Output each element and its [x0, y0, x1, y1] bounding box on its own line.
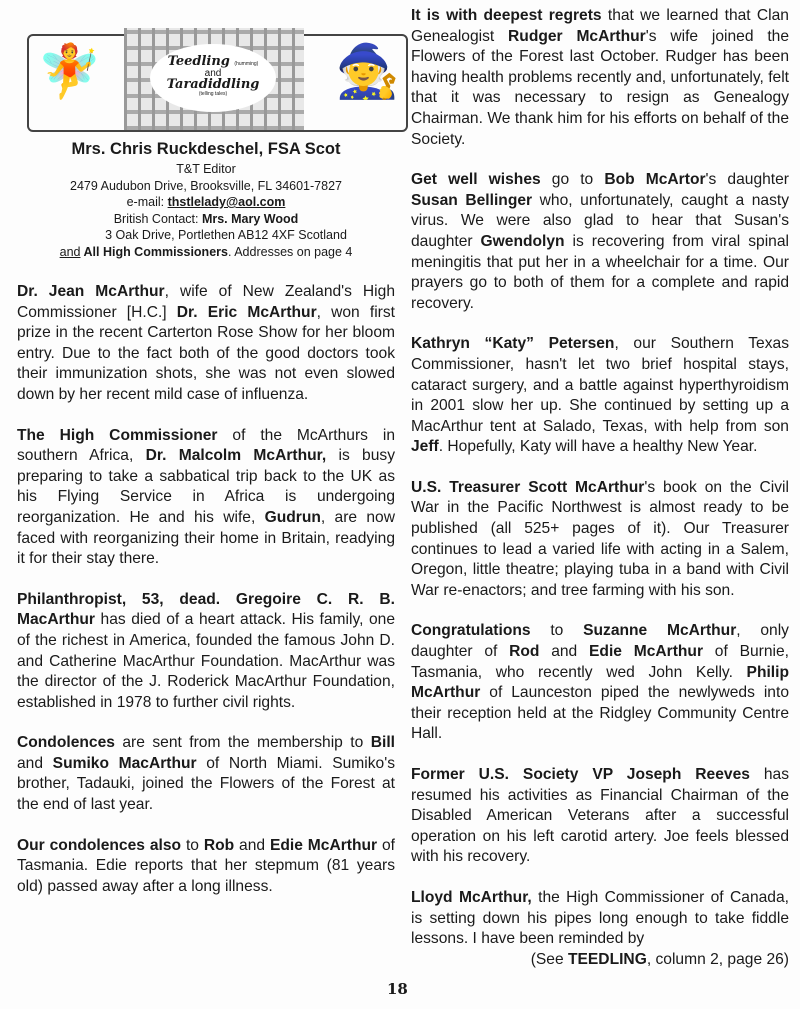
- news-item: [17, 733, 395, 815]
- bold-name: Philip McArthur: [411, 663, 789, 702]
- subtitle-telling-tales: (telling tales): [198, 91, 228, 97]
- british-contact-name: Mrs. Mary Wood: [201, 211, 299, 226]
- text-run: is recovering from viral spinal meningitis that put her in a wheelchair for a time. Our prayers go to both of them for a complete and rapid recovery.: [411, 232, 789, 312]
- bold-name: The High Commissioner: [17, 426, 218, 444]
- continuation-note: [411, 950, 789, 971]
- bold-name: Dr. Jean McArthur: [17, 283, 165, 300]
- bold-name: Edie McArthur: [269, 836, 378, 854]
- bold-name: Dr. Eric McArthur: [176, 303, 317, 321]
- text-run: , won first prize in the recent Carterton Rose Show for her bloom entry. Due to the fact both of the good doctors took their immunization shots, she was not even slowed down by her recent mild case of influenza.: [17, 303, 395, 403]
- text-run: of North Miami. Sumiko's brother, Tadauki, joined the Flowers of the Forest at the end of last year.: [17, 754, 396, 814]
- bold-name: Rob: [203, 836, 235, 854]
- text-run: and: [539, 643, 590, 661]
- bold-name: U.S. Treasurer Scott McArthur: [411, 478, 645, 496]
- text-run: , only daughter of: [411, 622, 789, 661]
- bold-name: Jeff: [411, 438, 439, 456]
- news-item: [411, 888, 789, 950]
- bold-name: Former U.S. Society VP Joseph Reeves: [411, 766, 750, 783]
- masthead-banner: [17, 14, 400, 119]
- text-run: who, unfortunately, caught a nasty virus. We were also glad to hear that Susan's daughter: [411, 191, 789, 250]
- text-run: , our Southern Texas Commissioner, hasn't let two brief hospital stays, cataract surgery, and a battle against hyperthyroidism in 2001 slow her up. She continued by setting up a MacArthur tent at Salado, Texas, with help from son: [411, 335, 789, 435]
- title-and: and: [204, 68, 222, 79]
- masthead-title: [150, 44, 276, 112]
- text-run: of Burnie, Tasmania, who recently wed John Kelly.: [411, 643, 789, 681]
- text-run: of the McArthurs in southern Africa,: [17, 426, 395, 465]
- text-run: 's book on the Civil War in the Pacific Northwest is almost ready to be published (all 525+ pages of it). Our Treasurer continues to lead a varied life with acting in a Salem, Oregon, little theatre; playing tuba in a band with Civil War re-enactors; and tree farming with his son.: [411, 478, 789, 599]
- text-run: has resumed his activities as Financial Chairman of the Disabled American Veterans after a successful operation on his left carotid artery. Joe feels blessed with his recovery.: [411, 766, 789, 866]
- bold-name: Rudger McArthur: [508, 27, 646, 45]
- title-teedling: Teedling: [167, 54, 230, 69]
- right-articles: [411, 6, 789, 950]
- cartoon-fairy-icon: 🧚: [37, 43, 102, 101]
- page-number: 18: [387, 980, 408, 998]
- bold-name: Kathryn “Katy” Petersen: [411, 335, 615, 353]
- left-column: [17, 0, 400, 917]
- news-item: [17, 590, 395, 714]
- text-run: is busy preparing to take a sabbatical trip back to the UK as his Flying Service in Africa is undergoing reorganization. He and his wife,: [17, 447, 396, 526]
- editor-address: 2479 Audubon Drive, Brooksville, FL 34601-7827: [70, 178, 342, 193]
- title-taradiddling: Taradiddling: [166, 77, 260, 92]
- bold-name: Congratulations: [411, 622, 531, 640]
- bold-name: Sumiko MacArthur: [52, 754, 197, 772]
- news-item: [17, 426, 395, 570]
- news-item: [411, 765, 789, 868]
- right-column: [411, 6, 789, 990]
- text-run: go to: [540, 171, 605, 189]
- bold-name: Bob McArtor: [604, 171, 706, 189]
- bold-name: Dr. Malcolm McArthur,: [145, 447, 327, 465]
- text-run: the High Commissioner of Canada, is setting down his pipes long enough to take fiddle lessons. I have been reminded by: [411, 888, 789, 948]
- text-run: . Hopefully, Katy will have a healthy New Year.: [438, 438, 758, 456]
- bold-name: Edie McArthur: [589, 643, 704, 661]
- text-run: and: [234, 836, 270, 854]
- bold-name: Gwendolyn: [480, 232, 565, 250]
- text-run: to: [530, 622, 584, 640]
- text-run: , are now faced with reorganizing their home in Britain, readying it for their stay there.: [17, 508, 395, 568]
- news-item: [17, 282, 395, 406]
- bold-name: It is with deepest regrets: [411, 7, 602, 24]
- text-run: , wife of New Zealand's High Commissioner [H.C.]: [17, 283, 395, 321]
- bold-name: Condolences: [17, 734, 115, 752]
- commissioners-text: All High Commissioners: [80, 244, 228, 259]
- news-item: [411, 334, 789, 458]
- news-item: [411, 6, 789, 150]
- email-label: e-mail:: [126, 195, 168, 209]
- bold-name: Bill: [370, 734, 395, 752]
- text-run: (See: [530, 950, 568, 968]
- news-item: [411, 170, 789, 314]
- text-run: 's daughter: [705, 171, 789, 189]
- bold-name: Susan Bellinger: [411, 191, 533, 209]
- and-text: and: [59, 244, 81, 259]
- bold-name: Lloyd McArthur,: [411, 888, 532, 906]
- editor-role: T&T Editor: [176, 162, 236, 176]
- bold-name: Our condolences also: [17, 836, 182, 854]
- bold-name: Rod: [509, 643, 540, 661]
- british-contact-address: 3 Oak Drive, Portlethen AB12 4XF Scotland: [105, 228, 347, 242]
- text-run: that we learned that Clan Genealogist: [411, 7, 789, 45]
- text-run: has died of a heart attack. His family, one of the richest in America, founded the famous John D. and Catherine MacArthur Foundation. MacArthur was the director of the J. Roderick MacArthur Foundation, established in 1978 to further civil rights.: [17, 611, 395, 711]
- left-articles: [17, 282, 395, 897]
- email-link[interactable]: thstlelady@aol.com: [167, 195, 286, 209]
- news-item: [17, 836, 395, 898]
- editor-name: Mrs. Chris Ruckdeschel, FSA Scot: [71, 140, 341, 158]
- text-run: , column 2, page 26): [646, 950, 789, 968]
- bold-name: Philanthropist, 53, dead. Gregoire C. R. B. MacArthur: [17, 590, 395, 629]
- text-run: 's wife joined the Flowers of the Forest last October. Rudger has been having health problems recently and, unfortunately, felt that it was necessary to resign as Genealogy Chairman. We thank him for his efforts on behalf of the Society.: [411, 27, 789, 148]
- news-item: [411, 478, 789, 602]
- bold-name: Get well wishes: [411, 171, 541, 189]
- addresses-note: . Addresses on page 4: [227, 244, 353, 259]
- text-run: to: [181, 836, 204, 854]
- text-run: of Launceston piped the newlyweds into their reception held at the Ridgley Community Centre Hall.: [411, 684, 789, 743]
- subtitle-humming: (humming): [234, 61, 259, 67]
- text-run: are sent from the membership to: [114, 734, 371, 752]
- editor-contact: [17, 137, 395, 260]
- cartoon-piper-icon: 🧙: [335, 43, 400, 101]
- bold-name: Gudrun: [264, 508, 321, 526]
- british-contact-label: British Contact:: [113, 211, 202, 226]
- text-run: and: [17, 754, 53, 772]
- text-run: of Tasmania. Edie reports that her stepmum (81 years old) passed away after a long illness.: [17, 836, 396, 895]
- news-item: [411, 621, 789, 745]
- bold-name: Suzanne McArthur: [583, 622, 737, 640]
- bold-name: TEEDLING: [567, 950, 647, 968]
